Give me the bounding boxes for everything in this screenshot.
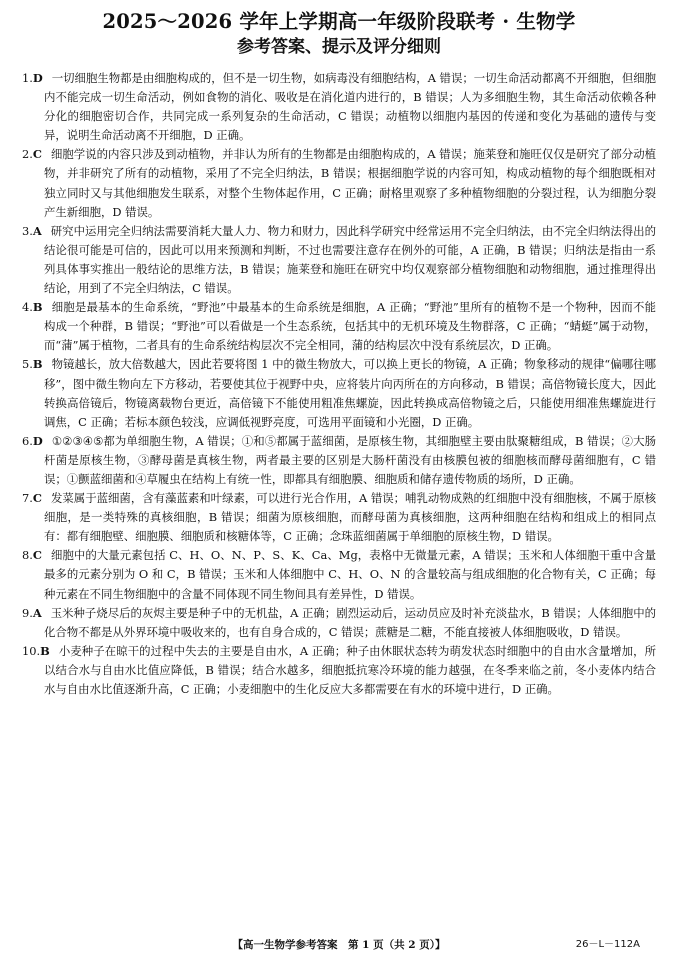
- answer-key: A: [32, 605, 42, 620]
- answer-key: B: [40, 643, 50, 658]
- answer-key: C: [32, 147, 42, 162]
- answer-number: 10.: [22, 643, 41, 658]
- answer-key: D: [32, 433, 43, 448]
- answer-number: 1.: [22, 71, 33, 85]
- page-subtitle: 参考答案、提示及评分细则: [237, 37, 441, 57]
- answer-item-1: [22, 69, 656, 145]
- answer-explanation: 细胞中的大量元素包括 C、H、O、N、P、S、K、Ca、Mg，表格中无微量元素，A 错误；玉米和人体细胞干重中含量最多的元素分别为 O 和 C，B 错误；玉米和人体细胞中 C、H、O、N 的含量较高与组成细胞的化合物有关，C 正确；每种元素在不同生物细胞中的含量不同体现不同生物间具有差异性，D 错误。: [44, 548, 656, 601]
- answer-explanation: ①②③④⑤都为单细胞生物，A 错误；①和⑤都属于蓝细菌，是原核生物，其细胞壁主要由肽聚糖组成，B 错误；②大肠杆菌是原核生物，③酵母菌是真核生物，两者最主要的区别是大肠杆菌没有由核膜包被的细胞核而酵母菌细胞有，C 错误；①颤蓝细菌和④草履虫在结构上有统一性，即都具有细胞膜、细胞质和储存遗传物质的场所，D 正确。: [44, 433, 656, 486]
- answer-key: A: [32, 223, 42, 238]
- answer-number: 5.: [22, 357, 33, 372]
- answer-item-3: [22, 222, 656, 298]
- answer-number: 7.: [22, 491, 33, 506]
- answer-item-5: [22, 355, 656, 431]
- answer-explanation: 物镜越长，放大倍数越大，因此若要将图 1 中的微生物放大，可以换上更长的物镜，A 正确；物象移动的规律“偏哪往哪移”，图中微生物向左下方移动，若要使其位于视野中央，应将装片向丙所在的方向移动，B 错误；高倍物镜长度大，因此转换高倍镜后，物镜离载物台更近，高倍镜下不能使用粗准焦螺旋，因此转换成高倍物镜之后，只能使用细准焦螺旋进行调焦，C 正确；若标本颜色较浅，应调低视野亮度，可选用平面镜和小光圈，D 正确。: [44, 357, 656, 429]
- answer-explanation: 一切细胞生物都是由细胞构成的，但不是一切生物，如病毒没有细胞结构，A 错误；一切生命活动都离不开细胞，但细胞内不能完成一切生命活动，例如食物的消化、吸收是在消化道内进行的，B 错误；人为多细胞生物，其生命活动依赖各种分化的细胞密切合作，共同完成一系列复杂的生命活动，C 错误；动植物以细胞内基因的传递和变化为基础的遗传与变异，说明生命活动离不开细胞，D 正确。: [44, 71, 656, 143]
- answer-item-4: [22, 298, 656, 355]
- answer-explanation: 小麦种子在晾干的过程中失去的主要是自由水，A 正确；种子由休眠状态转为萌发状态时细胞中的自由水含量增加，所以结合水与自由水比值应降低，B 错误；结合水越多，细胞抵抗寒冷环境的能力越强，在冬季来临之前，冬小麦体内结合水与自由水比值逐渐升高，C 正确；小麦细胞中的生化反应大多都需要在有水的环境中进行，D 正确。: [44, 643, 656, 696]
- answer-explanation: 细胞学说的内容只涉及到动植物，并非认为所有的生物都是由细胞构成的，A 错误；施莱登和施旺仅仅是研究了部分动植物，并非研究了所有的动植物，采用了不完全归纳法，B 错误；根据细胞学说的内容可知，构成动植物的每个细胞既相对独立同时又与其他细胞发生联系，对整个生物体起作用，C 正确；耐格里观察了多种植物细胞的分裂过程，认为细胞分裂产生新细胞，D 错误。: [44, 147, 656, 219]
- answer-key: C: [32, 548, 42, 563]
- answer-number: 2.: [22, 147, 33, 162]
- answer-number: 3.: [22, 223, 33, 238]
- answer-list: [22, 69, 656, 699]
- answer-number: 6.: [22, 433, 33, 448]
- answer-explanation: 细胞是最基本的生命系统，“野池”中最基本的生命系统是细胞，A 正确；“野池”里所有的植物不是一个物种，因而不能构成一个种群，B 错误；“野池”可以看做是一个生态系统，包括其中的无机环境及生物群落，C 正确；“蜻蜓”属于动物，而“蒲”属于植物，二者具有的生命系统结构层次不完全相同，蒲的结构层次中没有系统层次，D 正确。: [44, 300, 656, 353]
- answer-key: C: [32, 491, 42, 506]
- answer-item-9: [22, 604, 656, 642]
- answer-explanation: 玉米种子烧尽后的灰烬主要是种子中的无机盐，A 正确；剧烈运动后，运动员应及时补充淡盐水，B 错误；人体细胞中的化合物不都是从外界环境中吸收来的，也有自身合成的，C 错误；蔗糖是二糖，不能直接被人体细胞吸收，D 错误。: [44, 605, 656, 639]
- answer-number: 9.: [22, 605, 33, 620]
- page-title: 2025～2026 学年上学期高一年级阶段联考 · 生物学: [102, 10, 576, 33]
- answer-item-2: [22, 145, 656, 221]
- answer-key: B: [32, 300, 43, 315]
- answer-item-8: [22, 546, 656, 603]
- footer-label-text: 【高一生物学参考答案 第 1 页（共 2 页）】: [232, 939, 446, 951]
- page-footer: [0, 936, 678, 954]
- answer-key: B: [32, 357, 43, 372]
- answer-number: 8.: [22, 548, 33, 563]
- answer-number: 4.: [22, 300, 33, 315]
- answer-explanation: 发菜属于蓝细菌，含有藻蓝素和叶绿素，可以进行光合作用，A 错误；哺乳动物成熟的红细胞中没有细胞核，不属于原核细胞，是一类特殊的真核细胞，B 错误；细菌为原核细胞，而酵母菌为真核细胞，这两种细胞在结构和组成上的相同点有：都有细胞壁、细胞膜、细胞质和核糖体等，C 正确；念珠蓝细菌属于单细胞的原核生物，D 错误。: [44, 491, 656, 544]
- answer-item-6: [22, 432, 656, 489]
- answer-item-7: [22, 489, 656, 546]
- footer-exam-code: 26－L－112A: [575, 939, 640, 950]
- answer-item-10: [22, 642, 656, 699]
- answer-explanation: 研究中运用完全归纳法需要消耗大量人力、物力和财力，因此科学研究中经常运用不完全归纳法，由不完全归纳法得出的结论很可能是可信的，因此可以用来预测和判断，不过也需要注意存在例外的可能，A 正确，B 错误；归纳法是指由一系列具体事实推出一般结论的思维方法，B 错误；施莱登和施旺在研究中均仅观察部分植物细胞和动物细胞，通过推理得出结论，用到了不完全归纳法，C 错误。: [44, 223, 656, 296]
- answer-key: D: [32, 71, 43, 85]
